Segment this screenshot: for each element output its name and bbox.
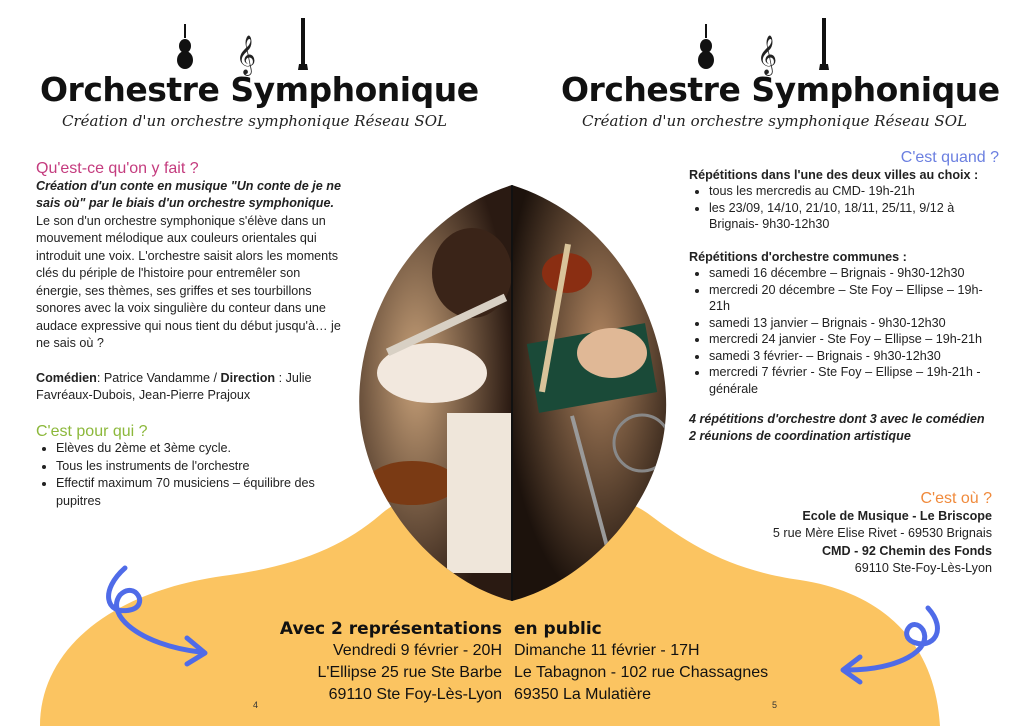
performances-heading-left: Avec 2 représentations [279,619,502,639]
left-header-icons [176,18,308,75]
right-subtitle: Création d'un orchestre symphonique Réseau SOL [582,112,967,130]
list-item: • Elèves du 2ème et 3ème cycle. [56,440,348,458]
where-line: 5 rue Mère Elise Rivet - 69530 Brignais [772,526,992,540]
performance-line: 69350 La Mulatière [514,686,651,703]
left-content [36,160,348,510]
list-item: • samedi 16 décembre – Brignais - 9h30-12h30 [709,265,999,282]
what-heading: Qu'est-ce qu'on y fait ? [36,160,199,177]
list-item: • Tous les instruments de l'orchestre [56,458,348,476]
rep2-heading: Répétitions d'orchestre communes : [689,249,907,264]
where-line: 69110 Ste-Foy-Lès-Lyon [854,561,992,575]
left-page-number: 4 [253,700,259,710]
list-item: • les 23/09, 14/10, 21/10, 18/11, 25/11, 9/12 à Brignais- 9h30-12h30 [709,200,999,233]
performance-line: L'Ellipse 25 rue Ste Barbe [317,664,502,681]
performances-heading-right: en public [514,619,602,639]
right-header-icons [697,18,829,75]
left-squiggle-arrow [95,560,225,670]
list-item: • tous les mercredis au CMD- 19h-21h [709,183,999,200]
what-intro: Création d'un conte en musique "Un conte de je ne sais où" par le biais d'un orchestre symphonique. [36,178,341,210]
performances-right [514,618,768,706]
violin-icon [176,24,194,75]
credits: Comédien: Patrice Vandamme / Direction : Julie Favréaux-Dubois, Jean-Pierre Prajoux [36,370,312,402]
list-item: • mercredi 24 janvier - Ste Foy – Ellipse – 19h-21h [709,331,999,348]
left-title: Orchestre Symphonique [40,70,479,109]
performances-left [280,618,502,706]
right-page-number: 5 [772,700,778,710]
performance-line: Dimanche 11 février - 17H [514,642,700,659]
clarinet-icon [298,18,308,75]
where-heading: C'est où ? [920,490,992,507]
list-item: • mercredi 20 décembre – Ste Foy – Ellipse – 19h-21h [709,282,999,315]
where-block [700,490,992,578]
list-item: • mercredi 7 février - Ste Foy – Ellipse – 19h-21h - générale [709,364,999,397]
list-item: • samedi 3 février- – Brignais - 9h30-12h30 [709,348,999,365]
who-heading: C'est pour qui ? [36,422,148,440]
orchestra-photo [352,183,672,603]
treble-clef-icon: 𝄞 [757,35,778,75]
performance-line: Vendredi 9 février - 20H [333,642,502,659]
note-rehearsals: 4 répétitions d'orchestre dont 3 avec le comédien [689,412,985,426]
rep1-heading: Répétitions dans l'une des deux villes au choix : [689,167,979,182]
list-item: • samedi 13 janvier – Brignais - 9h30-12h30 [709,315,999,332]
where-line: CMD - 92 Chemin des Fonds [821,543,992,558]
where-line: Ecole de Musique - Le Briscope [802,508,992,523]
right-squiggle-arrow [828,600,948,690]
clarinet-icon [819,18,829,75]
rep1-list [689,183,999,233]
when-heading: C'est quand ? [900,149,999,166]
left-subtitle: Création d'un orchestre symphonique Réseau SOL [62,112,447,130]
who-list [36,440,348,510]
rep2-list [689,265,999,397]
what-body: Le son d'un orchestre symphonique s'élève dans un mouvement mélodique aux couleurs orientales qui introduit une voix. L'orchestre saisit alors les moments clés du périple de l'histoire pour entremêler son énergie, ses thèmes, ses griffes et ses tourbillons sonores avec la voix singulière du conteur dans une audace expressive qui nous tient du début jusqu'à… je ne sais où ? [36,213,341,350]
right-title: Orchestre Symphonique [561,70,1000,109]
violin-icon [697,24,715,75]
list-item: • Effectif maximum 70 musiciens – équilibre des pupitres [56,475,348,510]
treble-clef-icon: 𝄞 [236,35,257,75]
performance-line: 69110 Ste Foy-Lès-Lyon [328,686,502,703]
performance-line: Le Tabagnon - 102 rue Chassagnes [514,664,769,681]
right-content [689,150,999,444]
note-meetings: 2 réunions de coordination artistique [689,428,911,443]
